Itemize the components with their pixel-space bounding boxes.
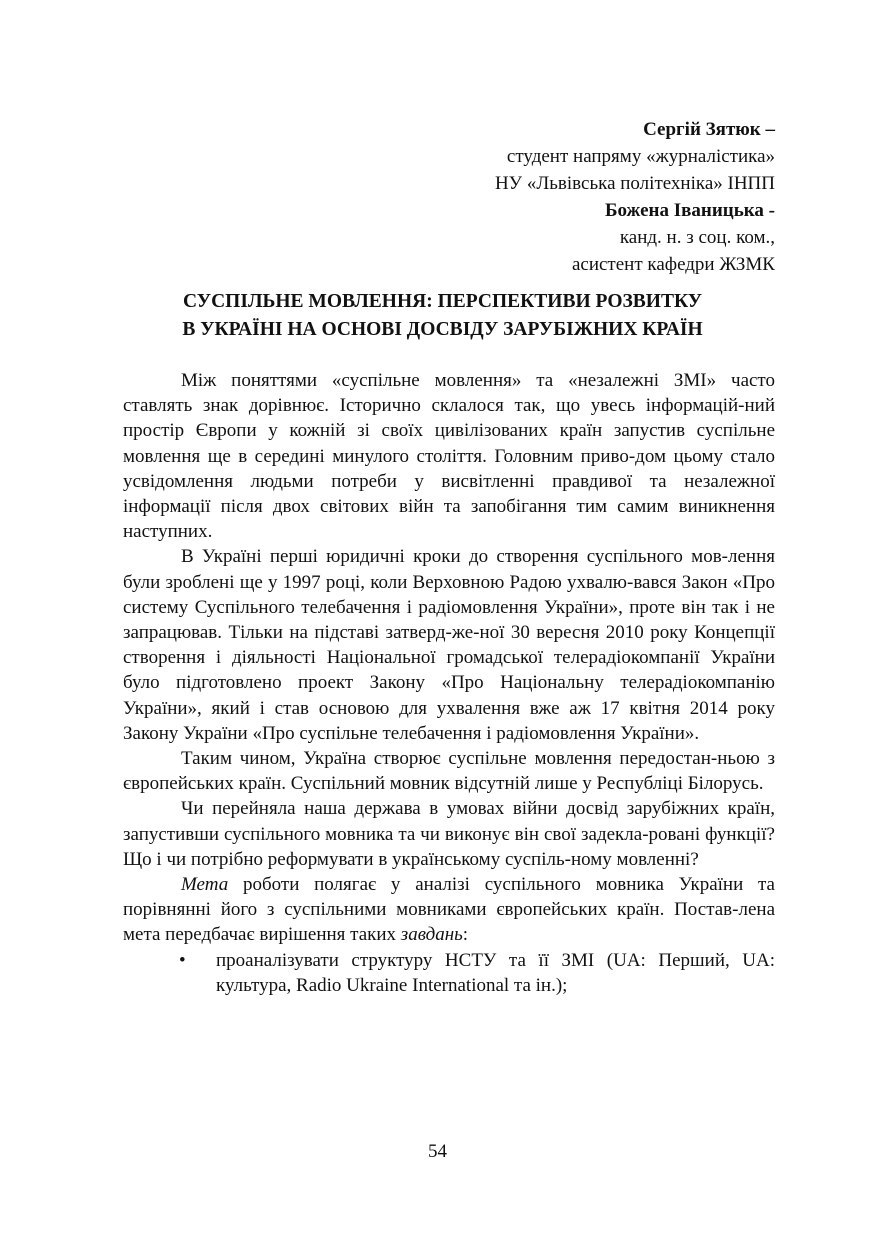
author-affiliation-line: студент напряму «журналістика» (506, 146, 775, 167)
goal-paragraph (123, 872, 775, 948)
body-paragraph: Таким чином, Україна створює суспільне мовлення передостан-ньою з європейських країн. Суспільний мовник відсутній лише у Республіці Білорусь. (123, 748, 775, 795)
bullet-text: проаналізувати структуру НСТУ та її ЗМІ (UA: Перший, UA: культура, Radio Ukraine International та ін.); (216, 949, 775, 996)
author-block (255, 116, 775, 278)
article-body (123, 368, 775, 998)
author-name: Сергій Зятюк – (643, 119, 775, 140)
goal-text-end: : (462, 924, 469, 946)
title-line: СУСПІЛЬНЕ МОВЛЕННЯ: ПЕРСПЕКТИВИ РОЗВИТКУ (182, 291, 703, 312)
body-paragraph: В Україні перші юридичні кроки до створення суспільного мов-лення були зроблені ще у 1997 році, коли Верховною Радою ухвалю-вався Закон «Про систему Суспільного телебачення і радіомовлення України», проте він так і не запрацював. Тільки на підставі затверд-же-ної 30 вересня 2010 року Концепції створення і діяльності Національної громадської телерадіокомпанії України було підготовлено проект Закону «Про Національну телерадіокомпанію України», який і став основою для ухвалення вже аж 17 квітня 2014 року Закону України «Про суспільне телебачення і радіомовлення України». (123, 546, 775, 744)
title-line: В УКРАЇНІ НА ОСНОВІ ДОСВІДУ ЗАРУБІЖНИХ КРАЇН (182, 319, 703, 340)
article-title (110, 288, 775, 344)
tasks-term: завдань (400, 924, 463, 946)
author-affiliation-line: асистент кафедри ЖЗМК (571, 254, 775, 275)
bullet-item (123, 948, 775, 998)
bullet-marker: • (179, 949, 186, 971)
goal-text: роботи полягає у аналізі суспільного мовника України та порівнянні його з суспільними мовниками європейських країн. Постав-лена мета передбачає вирішення таких (123, 874, 775, 946)
author-affiliation-line: НУ «Львівська політехніка» ІНПП (494, 173, 775, 194)
body-paragraph: Між поняттями «суспільне мовлення» та «незалежні ЗМІ» часто ставлять знак дорівнює. Історично склалося так, що увесь інформацій-ний простір Європи у кожній зі своїх цивілізованих країн запустив суспільне мовлення ще в середині минулого століття. Головним приво-дом цьому стало усвідомлення людьми потреби у висвітленні правдивої та незалежної інформації після двох світових війн та запобігання тим самим виникнення наступних. (123, 370, 775, 543)
body-paragraph: Чи перейняла наша держава в умовах війни досвід зарубіжних країн, запустивши суспільного мовника та чи виконує він свої задекла-ровані функції? Що і чи потрібно реформувати в українському суспіль-ному мовленні? (123, 798, 775, 870)
page-number: 54 (428, 1141, 447, 1162)
author-affiliation-line: канд. н. з соц. ком., (619, 227, 775, 248)
goal-term: Мета (181, 874, 229, 896)
author-name: Божена Іваницька - (604, 200, 775, 221)
